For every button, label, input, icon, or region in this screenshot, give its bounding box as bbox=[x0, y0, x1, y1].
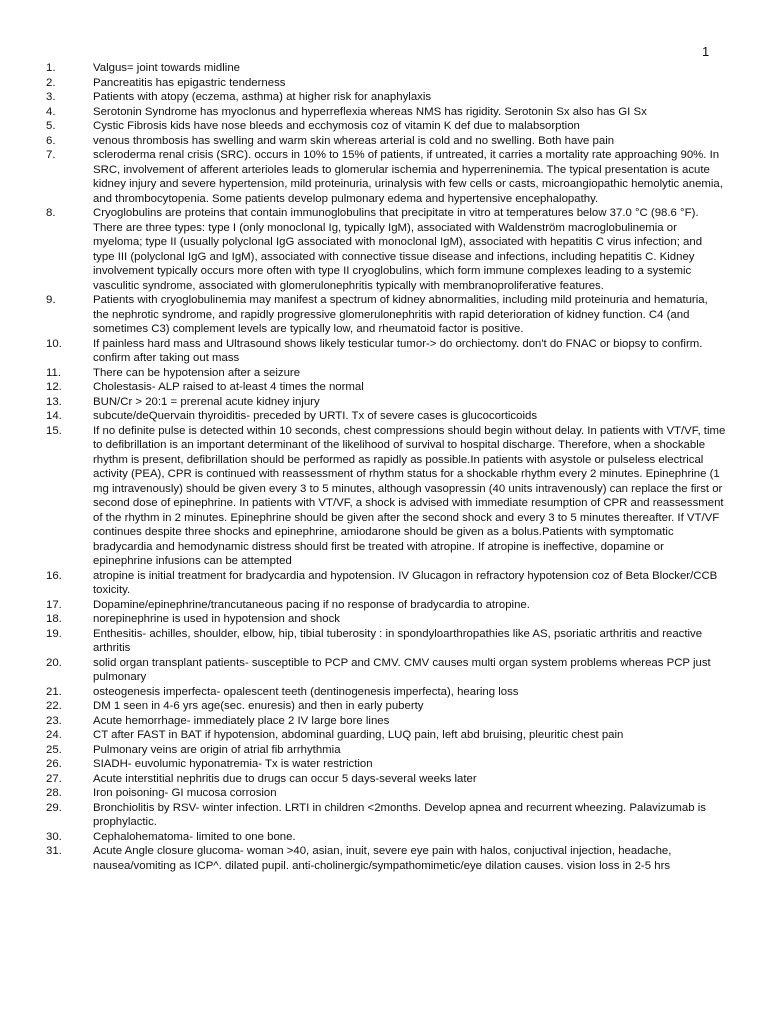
list-item bbox=[46, 293, 726, 337]
item-number: 17. bbox=[46, 598, 62, 611]
item-text: atropine is initial treatment for bradycardia and hypotension. IV Glucagon in refractory hypotension coz of Beta Blocker/CCB toxicity. bbox=[93, 569, 718, 596]
item-text: Cephalohematoma- limited to one bone. bbox=[93, 830, 296, 843]
item-number: 1. bbox=[46, 62, 56, 74]
list-item bbox=[46, 337, 726, 366]
list-item bbox=[46, 61, 726, 76]
item-text: Serotonin Syndrome has myoclonus and hyperreflexia whereas NMS has rigidity. Serotonin Sx also has GI Sx bbox=[93, 105, 647, 118]
item-text: Acute hemorrhage- immediately place 2 IV large bore lines bbox=[93, 714, 390, 727]
list-item bbox=[46, 830, 726, 845]
item-number: 20. bbox=[46, 656, 62, 669]
item-number: 23. bbox=[46, 714, 62, 727]
item-number: 3. bbox=[46, 91, 56, 103]
item-text: Cholestasis- ALP raised to at-least 4 times the normal bbox=[93, 381, 364, 393]
item-text: BUN/Cr > 20:1 = prerenal acute kidney injury bbox=[93, 395, 320, 408]
notes-list bbox=[46, 61, 726, 873]
item-text: Iron poisoning- GI mucosa corrosion bbox=[93, 787, 277, 799]
list-item bbox=[46, 743, 726, 758]
list-item bbox=[46, 801, 726, 830]
item-text: scleroderma renal crisis (SRC). occurs in 10% to 15% of patients, if untreated, it carries a mortality rate approaching 90%. In SRC, involvement of afferent arterioles leads to glomerular ischemia and hyperreninemia. The typical presentation is acute kidney injury and severe hypertension, mild proteinuria, urinalysis with few cells or casts, microangiopathic hemolytic anemia, and thrombocytopenia. Some patients develop pulmonary edema and hypertensive encephalopathy. bbox=[93, 149, 723, 205]
list-item bbox=[46, 409, 726, 424]
item-number: 6. bbox=[46, 134, 56, 147]
item-text: Cystic Fibrosis kids have nose bleeds and ecchymosis coz of vitamin K def due to malabsorption bbox=[93, 120, 580, 132]
list-item bbox=[46, 844, 726, 873]
item-number: 13. bbox=[46, 395, 62, 408]
item-text: Dopamine/epinephrine/trancutaneous pacing if no response of bradycardia to atropine. bbox=[93, 598, 530, 611]
list-item bbox=[46, 395, 726, 410]
item-number: 25. bbox=[46, 743, 62, 756]
item-number: 12. bbox=[46, 381, 62, 393]
list-item bbox=[46, 699, 726, 714]
list-item bbox=[46, 685, 726, 700]
item-number: 9. bbox=[46, 294, 56, 306]
list-item bbox=[46, 134, 726, 149]
list-item bbox=[46, 728, 726, 743]
item-text: Acute Angle closure glucoma- woman >40, asian, inuit, severe eye pain with halos, conjuctival injection, headache, nausea/vomiting as ICP^. dilated pupil. anti-cholinergic/sympathomimetic/eye dilation causes. vision loss in 2-5 hrs bbox=[93, 845, 672, 872]
page-number: 1 bbox=[702, 44, 710, 59]
item-number: 8. bbox=[46, 207, 56, 219]
item-number: 5. bbox=[46, 120, 56, 132]
list-item bbox=[46, 105, 726, 120]
item-number: 24. bbox=[46, 729, 62, 741]
item-text: osteogenesis imperfecta- opalescent teeth (dentinogenesis imperfecta), hearing loss bbox=[93, 685, 519, 698]
list-item bbox=[46, 772, 726, 787]
list-item bbox=[46, 569, 726, 598]
item-number: 29. bbox=[46, 801, 62, 814]
item-text: Enthesitis- achilles, shoulder, elbow, hip, tibial tuberosity : in spondyloarthropathies like AS, psoriatic arthritis and reactive arthritis bbox=[93, 627, 703, 654]
list-item bbox=[46, 90, 726, 105]
item-text: venous thrombosis has swelling and warm skin whereas arterial is cold and no swelling. Both have pain bbox=[93, 134, 615, 147]
item-text: Cryoglobulins are proteins that contain immunoglobulins that precipitate in vitro at temperatures below 37.0 °C (98.6 °F). There are three types: type I (only monoclonal Ig, typically IgM), associated with Waldenström macroglobulinemia or myeloma; type II (usually polyclonal IgG associated with monoclonal IgM), associated with hepatitis C virus infection; and type III (polyclonal IgG and IgM), associated with connective tissue disease and infections, including hepatitis C. Kidney involvement typically occurs more often with type II cryoglobulins, which form immune complexes leading to a systemic vasculitic syndrome, associated with glomerulonephritis typically with membranoproliferative features. bbox=[93, 207, 703, 292]
item-text: Valgus= joint towards midline bbox=[93, 62, 240, 74]
list-item bbox=[46, 148, 726, 206]
item-number: 16. bbox=[46, 569, 62, 582]
list-item bbox=[46, 714, 726, 729]
item-number: 18. bbox=[46, 613, 62, 625]
item-text: norepinephrine is used in hypotension and shock bbox=[93, 613, 340, 625]
list-item bbox=[46, 366, 726, 381]
list-item bbox=[46, 119, 726, 134]
item-number: 10. bbox=[46, 337, 62, 350]
item-number: 14. bbox=[46, 410, 62, 422]
item-number: 31. bbox=[46, 845, 62, 857]
item-text: solid organ transplant patients- susceptible to PCP and CMV. CMV causes multi organ system problems whereas PCP just pulmonary bbox=[93, 656, 711, 683]
item-number: 21. bbox=[46, 685, 62, 698]
list-item bbox=[46, 612, 726, 627]
item-text: Pancreatitis has epigastric tenderness bbox=[93, 76, 286, 89]
list-item bbox=[46, 786, 726, 801]
item-number: 15. bbox=[46, 424, 62, 437]
list-item bbox=[46, 424, 726, 569]
list-item bbox=[46, 76, 726, 91]
item-text: If painless hard mass and Ultrasound shows likely testicular tumor-> do orchiectomy. don't do FNAC or biopsy to confirm. confirm after taking out mass bbox=[93, 337, 703, 364]
item-number: 2. bbox=[46, 76, 56, 89]
list-item bbox=[46, 627, 726, 656]
list-item bbox=[46, 380, 726, 395]
item-text: Pulmonary veins are origin of atrial fib arrhythmia bbox=[93, 743, 341, 756]
item-number: 26. bbox=[46, 758, 62, 770]
item-text: There can be hypotension after a seizure bbox=[93, 366, 301, 379]
item-text: Patients with atopy (eczema, asthma) at higher risk for anaphylaxis bbox=[93, 91, 432, 103]
item-number: 28. bbox=[46, 787, 62, 799]
item-text: DM 1 seen in 4-6 yrs age(sec. enuresis) and then in early puberty bbox=[93, 700, 424, 712]
list-item bbox=[46, 206, 726, 293]
item-number: 19. bbox=[46, 627, 62, 640]
item-number: 7. bbox=[46, 149, 56, 161]
list-item bbox=[46, 656, 726, 685]
item-number: 22. bbox=[46, 700, 62, 712]
item-text: CT after FAST in BAT if hypotension, abdominal guarding, LUQ pain, left abd bruising, pleuritic chest pain bbox=[93, 729, 624, 741]
item-text: subcute/deQuervain thyroiditis- preceded by URTI. Tx of severe cases is glucocorticoids bbox=[93, 410, 538, 422]
item-number: 4. bbox=[46, 105, 56, 118]
item-text: SIADH- euvolumic hyponatremia- Tx is water restriction bbox=[93, 758, 373, 770]
item-text: If no definite pulse is detected within 10 seconds, chest compressions should begin without delay. In patients with VT/VF, time to defibrillation is an important determinant of the likelihood of survival to hospital discharge. Therefore, when a shockable rhythm is present, defibrillation should be performed as rapidly as possible.In patients with asystole or pulseless electrical activity (PEA), CPR is continued with reassessment of rhythm status for a shockable rhythm every 2 minutes. Epinephrine (1 mg intravenously) should be given every 3 to 5 minutes, although vasopressin (40 units intravenously) can replace the first or second dose of epinephrine. In patients with VT/VF, a shock is advised with immediate resumption of CPR and reassessment of the rhythm in 2 minutes. Epinephrine should be given after the second shock and every 3 to 5 minutes thereafter. If VT/VF continues despite three shocks and epinephrine, amiodarone should be given as a bolus.Patients with symptomatic bradycardia and hemodynamic distress should first be treated with atropine. If atropine is ineffective, dopamine or epinephrine infusions can be attempted bbox=[93, 424, 726, 567]
item-text: Bronchiolitis by RSV- winter infection. LRTI in children <2months. Develop apnea and recurrent wheezing. Palavizumab is prophylactic. bbox=[93, 801, 706, 828]
item-number: 30. bbox=[46, 830, 62, 843]
list-item bbox=[46, 757, 726, 772]
item-number: 27. bbox=[46, 772, 62, 785]
item-number: 11. bbox=[46, 366, 61, 379]
item-text: Patients with cryoglobulinemia may manifest a spectrum of kidney abnormalities, including mild proteinuria and hematuria, the nephrotic syndrome, and rapidly progressive glomerulonephritis with rapid deterioration of kidney function. C4 (and sometimes C3) complement levels are typically low, and rheumatoid factor is positive. bbox=[93, 294, 708, 335]
item-text: Acute interstitial nephritis due to drugs can occur 5 days-several weeks later bbox=[93, 772, 477, 785]
list-item bbox=[46, 598, 726, 613]
